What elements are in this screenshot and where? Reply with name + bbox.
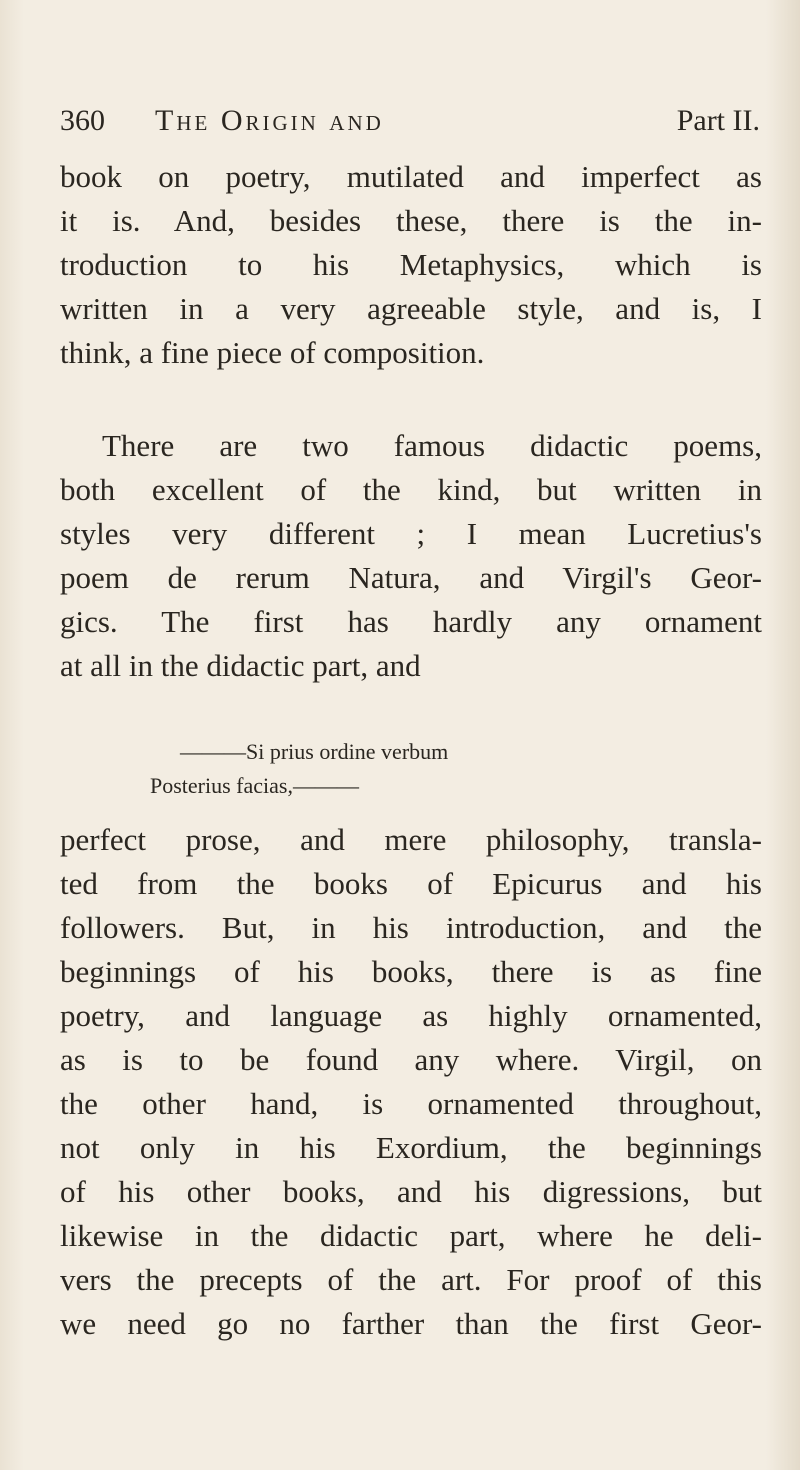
running-title: The Origin and: [155, 104, 384, 137]
text-line: beginnings of his books, there is as fine: [60, 954, 762, 989]
quote-line: ———Si prius ordine verbum: [180, 739, 449, 764]
text-line: gics. The first has hardly any ornament: [60, 604, 762, 639]
text-line: not only in his Exordium, the beginnings: [60, 1130, 762, 1165]
text-line: vers the precepts of the art. For proof of this: [60, 1262, 762, 1297]
paragraph-3: [60, 818, 762, 1346]
text-line: There are two famous didactic poems,: [102, 428, 762, 463]
text-line: it is. And, besides these, there is the in-: [60, 203, 762, 238]
text-line: troduction to his Metaphysics, which is: [60, 247, 762, 282]
latin-quotation: [150, 735, 710, 803]
part-label: Part II.: [676, 104, 760, 137]
page-left-shadow: [0, 0, 24, 1470]
text-line: we need go no farther than the first Geor-: [60, 1306, 762, 1341]
text-line: at all in the didactic part, and: [60, 648, 421, 683]
text-line: styles very different ; I mean Lucretius's: [60, 516, 762, 551]
text-line: of his other books, and his digressions, but: [60, 1174, 762, 1209]
text-line: the other hand, is ornamented throughout,: [60, 1086, 762, 1121]
page-right-edge: [766, 0, 800, 1470]
text-line: likewise in the didactic part, where he deli-: [60, 1218, 762, 1253]
page-header: [60, 98, 760, 144]
quote-line: Posterius facias,———: [150, 773, 359, 798]
text-line: book on poetry, mutilated and imperfect as: [60, 159, 762, 194]
text-line: poem de rerum Natura, and Virgil's Geor-: [60, 560, 762, 595]
text-line: perfect prose, and mere philosophy, transla-: [60, 822, 762, 857]
text-line: poetry, and language as highly ornamented,: [60, 998, 762, 1033]
text-line: ted from the books of Epicurus and his: [60, 866, 762, 901]
paragraph-1: [60, 155, 762, 375]
text-line: as is to be found any where. Virgil, on: [60, 1042, 762, 1077]
paragraph-2: [60, 424, 762, 688]
text-line: followers. But, in his introduction, and the: [60, 910, 762, 945]
text-line: both excellent of the kind, but written in: [60, 472, 762, 507]
text-line: written in a very agreeable style, and is, I: [60, 291, 762, 326]
page-number: 360: [60, 104, 105, 137]
text-line: think, a fine piece of composition.: [60, 335, 485, 370]
